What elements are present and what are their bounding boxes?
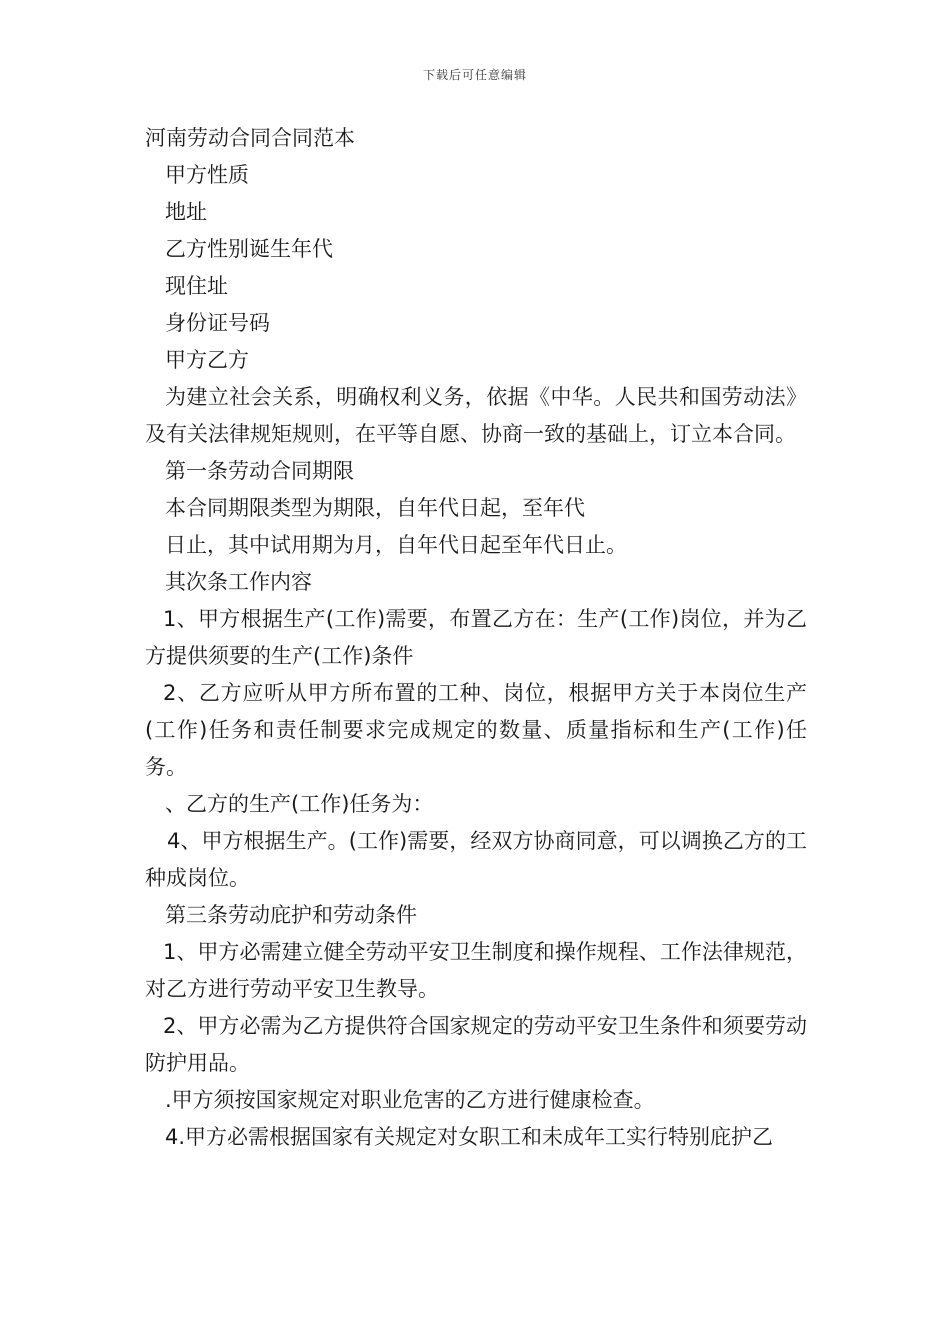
article-1-text-line-2: 日止，其中试用期为月，自年代日起至年代日止。 [165, 533, 627, 557]
article-1-heading: 第一条劳动合同期限 [165, 459, 354, 483]
article-2-clause-3: 、乙方的生产(工作)任务为： [165, 792, 434, 816]
article-3-clause-3: .甲方须按国家规定对职业危害的乙方进行健康检查。 [165, 1088, 655, 1112]
article-2-clause-2: 2、乙方应听从甲方所布置的工种、岗位，根据甲方关于本岗位生产(工作)任务和责任制要求完成规定的数量、质量指标和生产(工作)任务。 [145, 681, 807, 779]
article-2-heading: 其次条工作内容 [165, 570, 312, 594]
article-3-clause-4: 4.甲方必需根据国家有关规定对女职工和未成年工实行特别庇护乙 [165, 1125, 774, 1149]
field-address: 地址 [165, 200, 207, 224]
field-party-a-nature: 甲方性质 [165, 163, 249, 187]
field-current-address: 现住址 [165, 274, 228, 298]
preamble-paragraph: 为建立社会关系，明确权利义务，依据《中华。人民共和国劳动法》及有关法律规矩规则，在平等自愿、协商一致的基础上，订立本合同。 [145, 385, 807, 446]
field-party-b-gender-birth: 乙方性别诞生年代 [165, 237, 333, 261]
article-3-clause-2: 2、甲方必需为乙方提供符合国家规定的劳动平安卫生条件和须要劳动防护用品。 [145, 1014, 807, 1075]
article-3-heading: 第三条劳动庇护和劳动条件 [165, 903, 417, 927]
document-body [145, 120, 807, 1156]
article-1-text-line-1: 本合同期限类型为期限，自年代日起，至年代 [165, 496, 585, 520]
article-3-clause-1: 1、甲方必需建立健全劳动平安卫生制度和操作规程、工作法律规范，对乙方进行劳动平安卫生教导。 [145, 940, 807, 1001]
field-parties: 甲方乙方 [165, 348, 249, 372]
document-title: 河南劳动合同合同范本 [145, 126, 355, 150]
article-2-clause-1: 1、甲方根据生产(工作)需要，布置乙方在：生产(工作)岗位，并为乙方提供须要的生产(工作)条件 [145, 607, 807, 668]
page-header: 下载后可任意编辑 [422, 68, 527, 82]
field-id-number: 身份证号码 [165, 311, 270, 335]
article-2-clause-4: 4、甲方根据生产。(工作)需要，经双方协商同意，可以调换乙方的工种成岗位。 [145, 829, 807, 890]
